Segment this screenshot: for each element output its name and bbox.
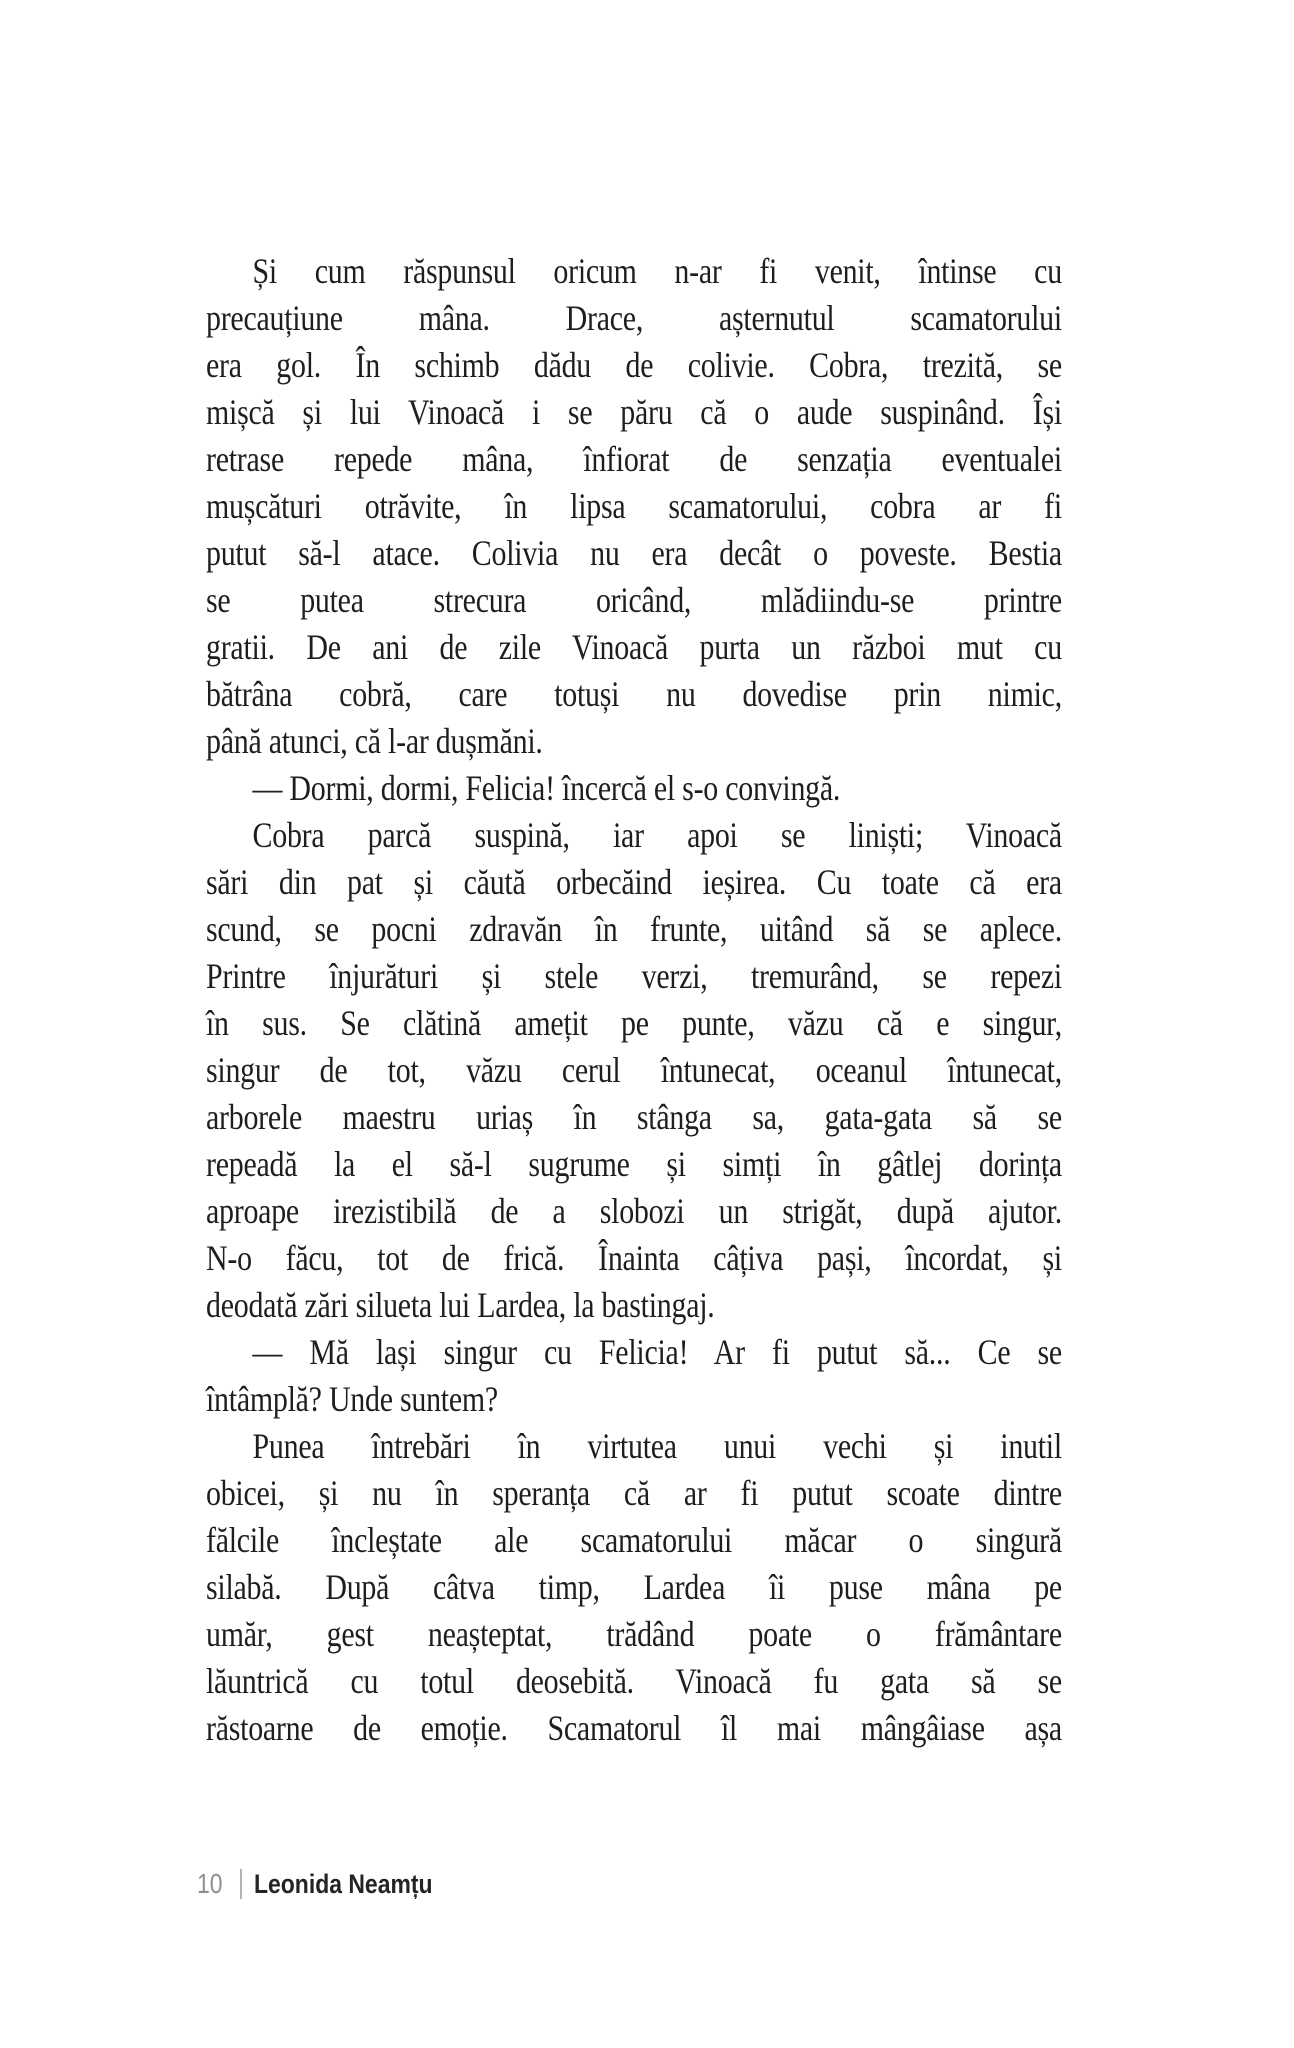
text-line: bătrâna cobră, care totuși nu dovedise prin nimic, [206, 674, 1062, 714]
text-line: repeadă la el să-l sugrume și simți în gâtlej dorința [206, 1144, 1062, 1184]
text-line: gratii. De ani de zile Vinoacă purta un război mut cu [206, 627, 1062, 667]
text-line: se putea strecura oricând, mlădiindu-se printre [206, 580, 1062, 620]
text-line: mușcături otrăvite, în lipsa scamatorului, cobra ar fi [206, 486, 1062, 526]
footer-author: Leonida Neamțu [254, 1868, 433, 1899]
text-line: Printre înjurături și stele verzi, tremurând, se repezi [206, 956, 1062, 996]
text-line: singur de tot, văzu cerul întunecat, oceanul întunecat, [206, 1050, 1062, 1090]
text-line: fălcile încleștate ale scamatorului măcar o singură [206, 1520, 1062, 1560]
text-line: obicei, și nu în speranța că ar fi putut scoate dintre [206, 1473, 1062, 1513]
text-line: Și cum răspunsul oricum n-ar fi venit, întinse cu [252, 251, 1062, 291]
text-line: retrase repede mâna, înfiorat de senzația eventualei [206, 439, 1062, 479]
text-line: mișcă și lui Vinoacă i se păru că o aude suspinând. Își [206, 392, 1062, 432]
text-line: Punea întrebări în virtutea unui vechi și inutil [252, 1426, 1062, 1466]
text-line: aproape irezistibilă de a slobozi un strigăt, după ajutor. [206, 1191, 1062, 1231]
text-line: sări din pat și căută orbecăind ieșirea. Cu toate că era [206, 862, 1062, 902]
page-number: 10 [197, 1868, 223, 1899]
text-line: Cobra parcă suspină, iar apoi se liniști; Vinoacă [252, 815, 1062, 855]
text-line: era gol. În schimb dădu de colivie. Cobra, trezită, se [206, 345, 1062, 385]
footer-separator [240, 1869, 242, 1899]
text-line: răstoarne de emoție. Scamatorul îl mai mângâiase așa [206, 1708, 1062, 1748]
text-line: — Dormi, dormi, Felicia! încercă el s-o convingă. [252, 768, 841, 808]
text-line: scund, se pocni zdravăn în frunte, uitând să se aplece. [206, 909, 1062, 949]
text-line: silabă. După câtva timp, Lardea îi puse mâna pe [206, 1567, 1062, 1607]
text-line: până atunci, că l-ar dușmăni. [206, 721, 543, 761]
text-line: în sus. Se clătină amețit pe punte, văzu că e singur, [206, 1003, 1062, 1043]
text-line: deodată zări silueta lui Lardea, la bastingaj. [206, 1285, 715, 1325]
text-line: — Mă lași singur cu Felicia! Ar fi putut să... Ce se [252, 1332, 1062, 1372]
page-footer [197, 1868, 464, 1900]
text-line: întâmplă? Unde suntem? [206, 1379, 498, 1419]
text-line: lăuntrică cu totul deosebită. Vinoacă fu gata să se [206, 1661, 1062, 1701]
text-line: putut să-l atace. Colivia nu era decât o poveste. Bestia [206, 533, 1062, 573]
text-line: arborele maestru uriaș în stânga sa, gata-gata să se [206, 1097, 1062, 1137]
text-line: precauțiune mâna. Drace, așternutul scamatorului [206, 298, 1062, 338]
text-line: umăr, gest neașteptat, trădând poate o frământare [206, 1614, 1062, 1654]
text-line: N-o făcu, tot de frică. Înainta câțiva pași, încordat, și [206, 1238, 1062, 1278]
text-block [206, 248, 1062, 1752]
